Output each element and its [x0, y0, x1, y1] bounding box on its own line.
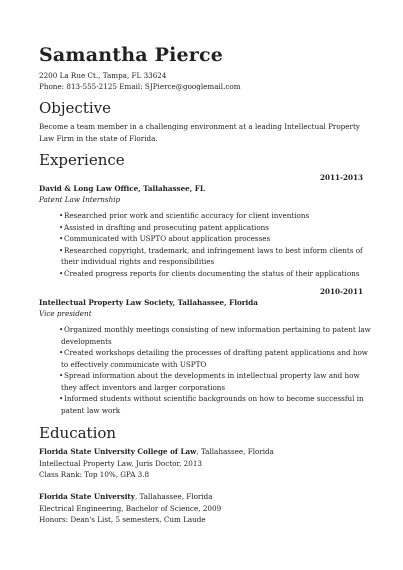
school-2-location: , Tallahassee, Florida — [134, 492, 213, 501]
school-2-name: Florida State University — [39, 492, 135, 501]
address-line: 2200 La Rue Ct., Tampa, FL 33624 — [39, 71, 167, 80]
job-1-employer-row — [39, 183, 363, 194]
objective-heading: Objective — [39, 99, 112, 117]
list-item: • Organized monthly meetings consisting of new information pertaining to patent law developments — [61, 324, 371, 347]
list-item: • Informed students without scientific backgrounds on how to become successful in patent law work — [61, 393, 371, 416]
list-item: • Researched prior work and scientific accuracy for client inventions — [61, 210, 371, 222]
school-2-detail: Honors: Dean's List, 5 semesters, Cum Laude — [39, 515, 206, 524]
job-1-employer: 2011-2013 — [320, 173, 363, 182]
experience-heading: Experience — [39, 151, 125, 169]
job-2-role: Vice president — [39, 309, 92, 318]
list-item: • Researched copyright, trademark, and infringement laws to best inform clients of their individual rights and responsibilities — [61, 245, 371, 268]
job-1-bullet-list — [61, 210, 371, 279]
list-item: • Created progress reports for clients documenting the status of their applications — [61, 268, 371, 280]
job-2-bullet-list — [61, 324, 371, 416]
job-2-employer-name: Intellectual Property Law Society, Tallahassee, Florida — [39, 298, 258, 307]
job-2-dates: 2010-2011 — [320, 287, 363, 296]
education-entry-1 — [39, 446, 369, 481]
school-1-line — [39, 446, 369, 458]
list-item: • Communicated with USPTO about application processes — [61, 233, 371, 245]
list-item: • Created workshops detailing the processes of drafting patent applications and how to effectively communicate with USPTO — [61, 347, 371, 370]
education-entry-2 — [39, 491, 369, 526]
list-item: • Spread information about the developments in intellectual property law and how they affect inventors and larger corporations — [61, 370, 371, 393]
school-2-line — [39, 491, 369, 503]
candidate-name: Samantha Pierce — [39, 44, 224, 66]
school-2-degree: Electrical Engineering, Bachelor of Science, 2009 — [39, 503, 222, 513]
school-1-location: , Tallahassee, Florida — [196, 447, 274, 456]
job-2-employer-row — [39, 297, 363, 308]
objective-text: Become a team member in a challenging environment at a leading Intellectual Property Law Firm in the state of Florida. — [39, 122, 360, 143]
list-item: • Assisted in drafting and prosecuting patent applications — [61, 222, 371, 234]
job-1-employer-name: David & Long Law Office, Tallahassee, FL — [39, 184, 205, 193]
school-1-detail: Class Rank: Top 10%, GPA 3.8 — [39, 470, 150, 479]
school-1-degree: Intellectual Property Law, Juris Doctor, 2013 — [39, 458, 202, 468]
school-1-name: Florida State University College of Law — [39, 447, 197, 456]
job-1-role: Patent Law Internship — [39, 195, 121, 204]
phone-email-line: Phone: 813-555-2125 Email: SJPierce@googlemail.com — [39, 82, 241, 91]
education-heading: Education — [39, 424, 117, 442]
